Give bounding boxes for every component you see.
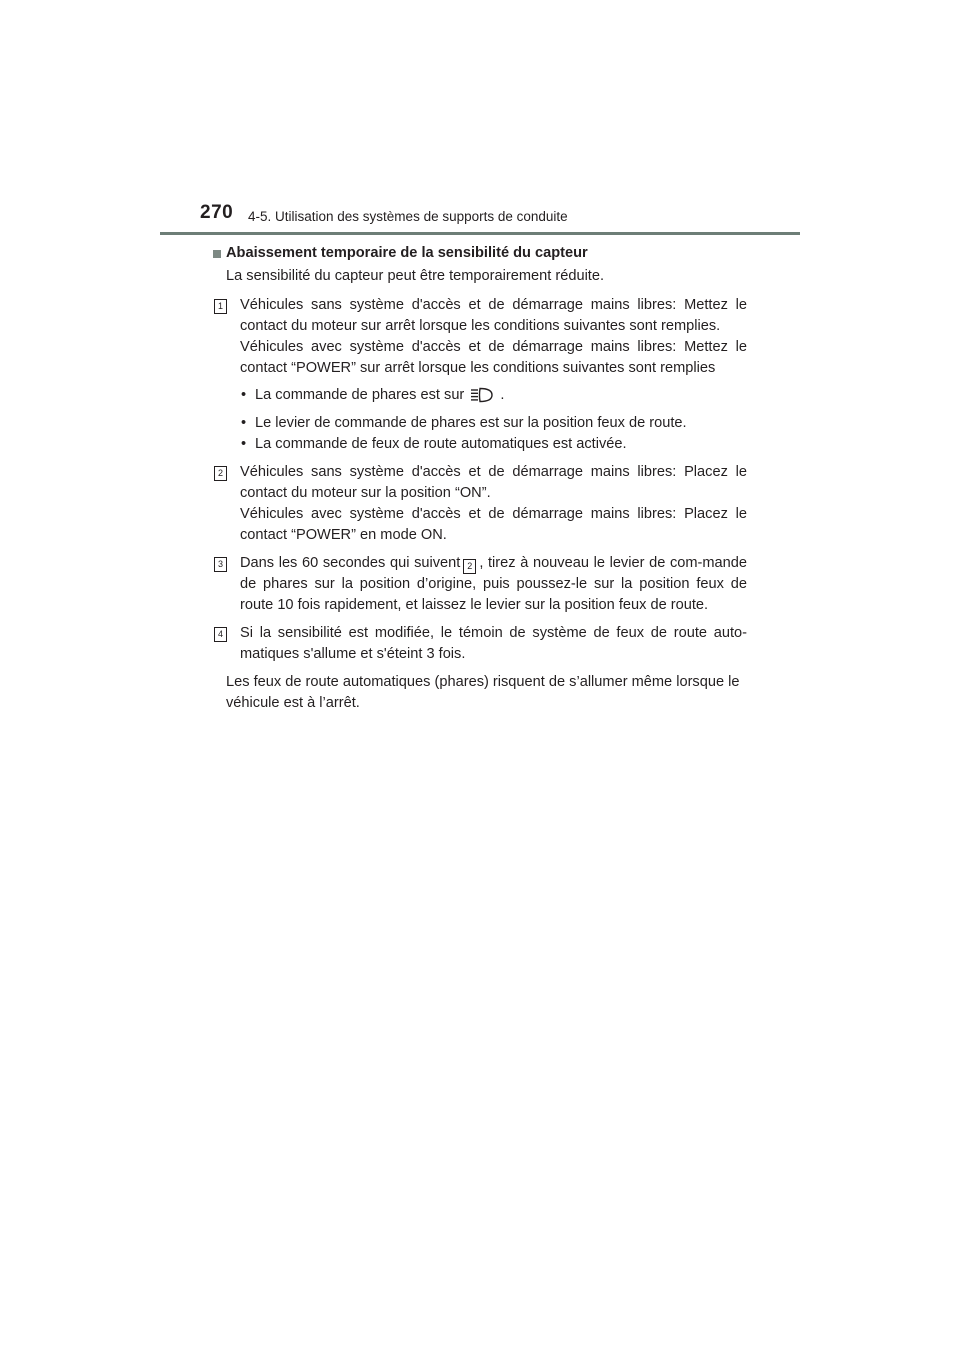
- square-bullet-icon: [213, 250, 221, 258]
- step-1-paragraph-2: Véhicules avec système d'accès et de démarrage mains libres: Mettez le contact “POWER” sur arrêt lorsque les conditions suivantes sont remplies: [240, 339, 747, 376]
- bullet-dot: •: [241, 415, 247, 431]
- section-intro: La sensibilité du capteur peut être temporairement réduite.: [226, 268, 605, 284]
- bullet-dot: •: [241, 387, 247, 403]
- step-1-paragraph-1: Véhicules sans système d'accès et de démarrage mains libres: Mettez le contact du moteur sur arrêt lorsque les conditions suivantes sont remplies.: [240, 297, 747, 334]
- step-reference-marker: 2: [463, 559, 476, 574]
- bullet-1-suffix: .: [500, 387, 505, 403]
- step-3-paragraph: [240, 553, 747, 616]
- header-rule: [160, 232, 800, 235]
- step-4: [213, 623, 747, 665]
- list-item: [240, 385, 747, 406]
- step-3-text-before: Dans les 60 secondes qui suivent: [240, 555, 461, 571]
- chapter-title: 4-5. Utilisation des systèmes de supports de conduite: [248, 209, 568, 224]
- bullet-2-text: Le levier de commande de phares est sur la position feux de route.: [255, 415, 687, 431]
- bullet-1-text: La commande de phares est sur: [255, 387, 465, 403]
- step-3-text-after: , tirez à nouveau le levier de com-mande de phares sur la position d’origine, puis poussez-le sur la position feux de route 10 fois rapidement, et laissez le levier sur la position feux de route.: [240, 555, 747, 613]
- page-content: [213, 243, 747, 714]
- list-item: [240, 434, 747, 455]
- step-2-paragraph-1: Véhicules sans système d'accès et de démarrage mains libres: Placez le contact du moteur sur la position “ON”.: [240, 464, 747, 501]
- step-marker-4: 4: [214, 627, 227, 642]
- list-item: [240, 413, 747, 434]
- step-2: [213, 462, 747, 546]
- step-marker-1: 1: [214, 299, 227, 314]
- condition-list: [240, 385, 747, 455]
- step-2-paragraph-2: Véhicules avec système d'accès et de démarrage mains libres: Placez le contact “POWER” en mode ON.: [240, 506, 747, 543]
- high-beam-headlight-icon: [470, 387, 494, 403]
- section-note: Les feux de route automatiques (phares) risquent de s’allumer même lorsque le véhicule est à l’arrêt.: [226, 674, 740, 711]
- step-marker-3: 3: [214, 557, 227, 572]
- step-3: [213, 553, 747, 616]
- step-marker-2: 2: [214, 466, 227, 481]
- section-heading: [213, 243, 747, 264]
- bullet-dot: •: [241, 436, 247, 452]
- bullet-3-text: La commande de feux de route automatiques est activée.: [255, 436, 627, 452]
- section-heading-text: Abaissement temporaire de la sensibilité du capteur: [226, 245, 588, 261]
- step-4-paragraph: Si la sensibilité est modifiée, le témoin de système de feux de route auto-matiques s'allume et s'éteint 3 fois.: [240, 625, 747, 662]
- step-1: [213, 295, 747, 455]
- page-number: 270: [200, 202, 234, 223]
